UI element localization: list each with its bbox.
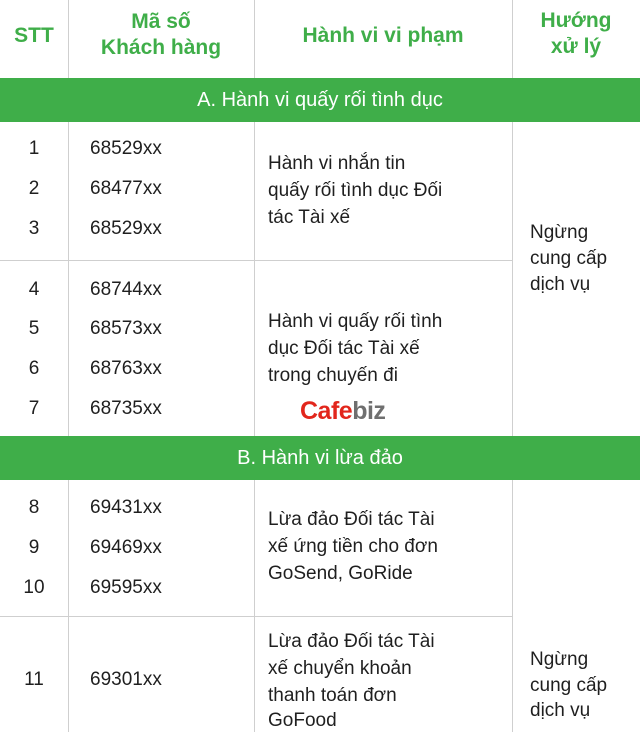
action-text-line: dịch vụ bbox=[530, 274, 591, 295]
violation-text-line: GoSend, GoRide bbox=[268, 563, 413, 584]
cafebiz-watermark-logo bbox=[300, 396, 385, 426]
column-divider bbox=[512, 0, 513, 78]
row-stt: 11 bbox=[24, 669, 44, 690]
header-violation: Hành vi vi phạm bbox=[302, 24, 464, 47]
row-stt: 4 bbox=[28, 279, 40, 300]
row-customer-code: 69301xx bbox=[90, 669, 162, 690]
violation-text-line: quấy rối tình dục Đối bbox=[268, 180, 443, 201]
violation-text-line: Hành vi quấy rối tình bbox=[268, 311, 443, 332]
row-stt: 3 bbox=[28, 218, 40, 239]
violation-text-line: xế ứng tiền cho đơn bbox=[268, 536, 438, 557]
column-divider bbox=[254, 0, 255, 78]
row-customer-code: 68573xx bbox=[90, 318, 162, 339]
violation-text-line: Lừa đảo Đối tác Tài bbox=[268, 509, 435, 530]
column-divider bbox=[68, 122, 69, 436]
row-stt: 1 bbox=[28, 138, 40, 159]
violation-text-line: GoFood bbox=[268, 710, 337, 731]
row-stt: 9 bbox=[28, 537, 40, 558]
row-customer-code: 68763xx bbox=[90, 358, 162, 379]
column-divider bbox=[68, 480, 69, 732]
violation-text-line: xế chuyển khoản bbox=[268, 658, 412, 679]
row-stt: 8 bbox=[28, 497, 40, 518]
watermark-part-1: Cafe bbox=[300, 397, 353, 425]
violation-text-line: Hành vi nhắn tin bbox=[268, 153, 406, 174]
row-stt: 6 bbox=[28, 358, 40, 379]
action-text-line: cung cấp bbox=[530, 248, 608, 269]
row-customer-code: 68529xx bbox=[90, 218, 162, 239]
row-customer-code: 68735xx bbox=[90, 398, 162, 419]
action-text-line: dịch vụ bbox=[530, 700, 591, 721]
violation-text-line: trong chuyến đi bbox=[268, 365, 398, 386]
row-stt: 7 bbox=[28, 398, 40, 419]
header-action-line1: Hướng bbox=[540, 9, 612, 32]
violation-text-line: thanh toán đơn bbox=[268, 685, 397, 706]
column-divider bbox=[68, 0, 69, 78]
action-text-line: Ngừng bbox=[530, 649, 589, 670]
row-divider bbox=[0, 616, 512, 617]
header-customer-code-line2: Khách hàng bbox=[100, 36, 222, 59]
row-divider bbox=[0, 260, 512, 261]
watermark-part-2: biz bbox=[352, 397, 386, 425]
row-stt: 10 bbox=[23, 577, 45, 598]
row-customer-code: 68477xx bbox=[90, 178, 162, 199]
row-customer-code: 69431xx bbox=[90, 497, 162, 518]
section-a-title: A. Hành vi quấy rối tình dục bbox=[0, 78, 640, 122]
violation-text-line: dục Đối tác Tài xế bbox=[268, 338, 420, 359]
action-text-line: cung cấp bbox=[530, 675, 608, 696]
violation-text-line: tác Tài xế bbox=[268, 207, 351, 228]
column-divider bbox=[254, 480, 255, 732]
column-divider bbox=[254, 122, 255, 436]
row-customer-code: 69595xx bbox=[90, 577, 162, 598]
row-stt: 2 bbox=[28, 178, 40, 199]
row-customer-code: 69469xx bbox=[90, 537, 162, 558]
header-customer-code-line1: Mã số bbox=[131, 10, 191, 33]
header-stt: STT bbox=[14, 24, 54, 47]
row-stt: 5 bbox=[28, 318, 40, 339]
column-divider bbox=[512, 480, 513, 732]
action-text-line: Ngừng bbox=[530, 222, 589, 243]
header-action-line2: xử lý bbox=[550, 35, 602, 58]
section-b-title: B. Hành vi lừa đảo bbox=[0, 436, 640, 480]
row-customer-code: 68744xx bbox=[90, 279, 162, 300]
violation-text-line: Lừa đảo Đối tác Tài bbox=[268, 631, 435, 652]
row-customer-code: 68529xx bbox=[90, 138, 162, 159]
column-divider bbox=[512, 122, 513, 436]
